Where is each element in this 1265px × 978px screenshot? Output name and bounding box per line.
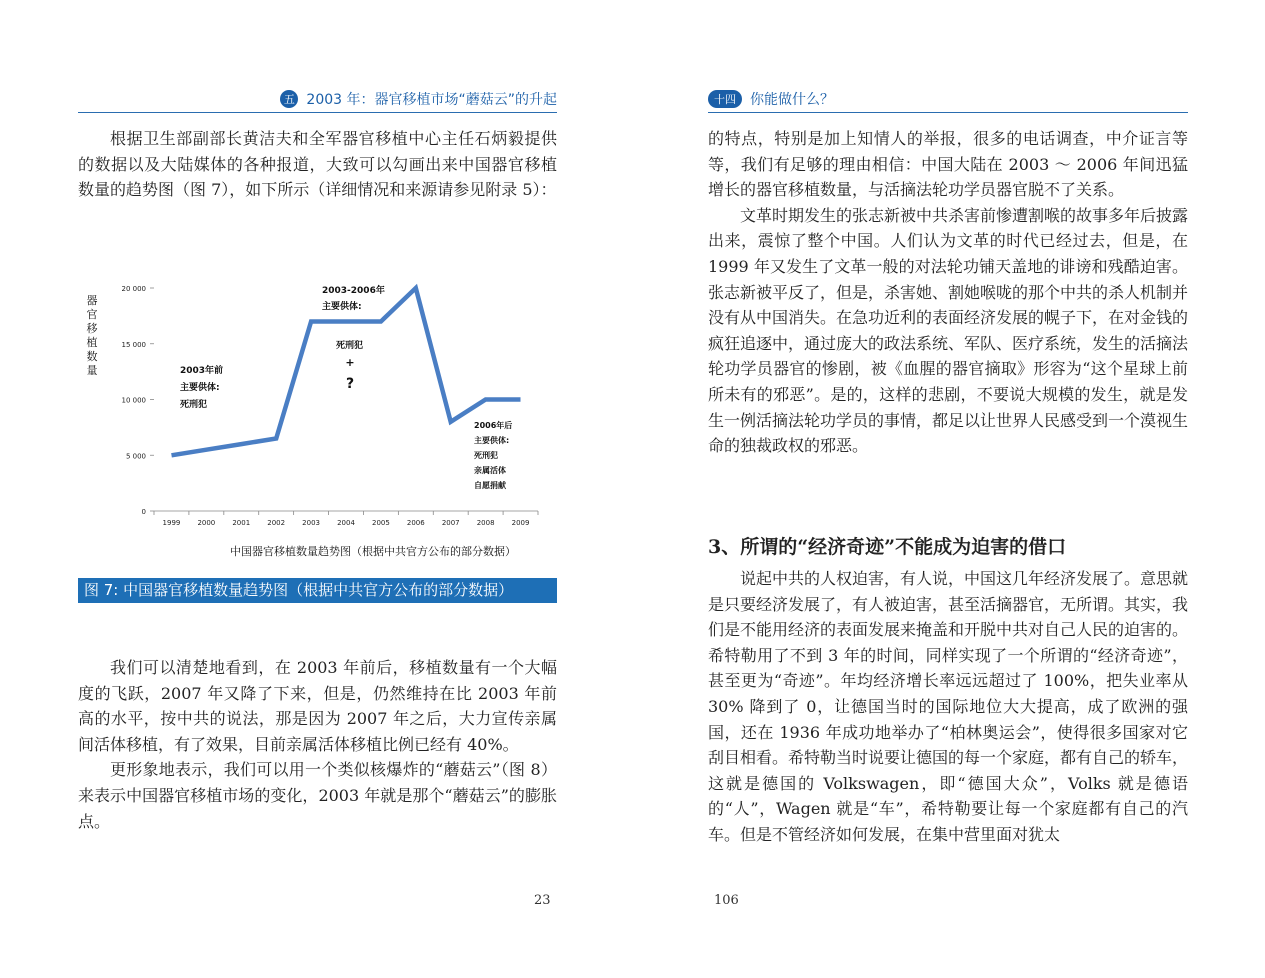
x-tick-label: 2008 bbox=[476, 519, 495, 527]
intro-paragraph-block bbox=[78, 126, 557, 203]
header-title: 2003 年：器官移植市场“蘑菇云”的升起 bbox=[306, 92, 557, 108]
right-running-header bbox=[708, 86, 1188, 113]
section-body bbox=[708, 566, 1188, 848]
y-tick-label: 0 bbox=[141, 508, 146, 516]
x-tick-label: 2009 bbox=[511, 519, 530, 527]
paragraph: 说起中共的人权迫害，有人说，中国这几年经济发展了。意思就是只要经济发展了，有人被迫害，甚至活摘器官，无所谓。其实，我们是不能用经济的表面发展来掩盖和开脱中共对自己人民的迫害的。希特勒用了不到 3 年的时间，同样实现了一个所谓的“经济奇迹”，甚至更为“奇迹”。年均经济增长率远远超过了 100%，把失业率从 30% 降到了 0，让德国当时的国际地位大大提高，成了欧洲的强国，还在 1936 年成功地举办了“柏林奥运会”，使得很多国家对它刮目相看。希特勒当时说要让德国的每一个家庭，都有自己的轿车，这就是德国的 Volkswagen，即“德国大众”，Volks 就是德语的“人”，Wagen 就是“车”，希特勒要让每一个家庭都有自己的汽车。但是不管经济如何发展，在集中营里面对犹太 bbox=[708, 569, 1189, 844]
paragraph: 的特点，特别是加上知情人的举报，很多的电话调查，中介证言等等，我们有足够的理由相信：中国大陆在 2003 ～ 2006 年间迅猛增长的器官移植数量，与活摘法轮功学员器官脱不了关系。 bbox=[708, 129, 1188, 200]
left-body-paragraphs bbox=[78, 655, 557, 834]
annotation-post2006: 主要供体: bbox=[474, 436, 510, 445]
organ-transplant-trend-chart bbox=[78, 276, 557, 576]
annotation-2003-2006: 2003-2006年 bbox=[322, 286, 385, 296]
annotation-pre2003: 主要供体: bbox=[180, 383, 220, 393]
x-tick-label: 2006 bbox=[406, 519, 425, 527]
y-tick-label: 15 000 bbox=[121, 340, 146, 349]
annotation-2003-2006: 主要供体: bbox=[322, 302, 362, 312]
series-line bbox=[172, 288, 521, 455]
annotation-post2006: 亲属活体 bbox=[474, 466, 506, 475]
intro-paragraph: 根据卫生部副部长黄洁夫和全军器官移植中心主任石炳毅提供的数据以及大陆媒体的各种报道，大致可以勾画出来中国器官移植数量的趋势图（图 7），如下所示（详细情况和来源请参见附录 5）： bbox=[78, 129, 557, 200]
y-axis bbox=[122, 285, 155, 516]
page-number: 23 bbox=[534, 893, 551, 908]
y-label-char: 量 bbox=[86, 364, 98, 377]
y-label-char: 植 bbox=[86, 336, 98, 349]
chapter-mark: 十四 bbox=[708, 90, 742, 108]
x-tick-label: 2003 bbox=[302, 519, 321, 527]
x-tick-label: 2002 bbox=[267, 519, 286, 527]
x-axis bbox=[154, 511, 538, 527]
annotation-post2006: 自愿捐献 bbox=[474, 481, 506, 490]
x-tick-label: 2000 bbox=[197, 519, 216, 527]
annotation-middle: 死刑犯 bbox=[336, 341, 364, 351]
series-line-group bbox=[172, 288, 521, 455]
left-running-header bbox=[78, 86, 557, 113]
paragraph: 更形象地表示，我们可以用一个类似核爆炸的“蘑菇云”（图 8）来表示中国器官移植市场的变化，2003 年就是那个“蘑菇云”的膨胀点。 bbox=[78, 760, 557, 831]
annotation-post2006: 死刑犯 bbox=[474, 451, 498, 460]
x-tick-label: 2005 bbox=[371, 519, 390, 527]
y-axis-label bbox=[87, 294, 98, 377]
annotation-pre2003: 2003年前 bbox=[180, 366, 224, 376]
header-title: 你能做什么？ bbox=[750, 92, 834, 108]
y-tick-label: 10 000 bbox=[121, 396, 146, 405]
chart-annotations bbox=[180, 284, 512, 490]
x-tick-label: 1999 bbox=[162, 519, 181, 527]
paragraph: 文革时期发生的张志新被中共杀害前惨遭割喉的故事多年后披露出来，震惊了整个中国。人们认为文革的时代已经过去，但是，在 1999 年又发生了文革一般的对法轮功铺天盖地的诽谤和残酷迫害。张志新被平反了，但是，杀害她、割她喉咙的那个中共的杀人机制并没有从中国消失。在急功近利的表面经济发展的幌子下，在对金钱的疯狂追逐中，通过庞大的政法系统、军队、医疗系统，发生的活摘法轮功学员器官的惨剧，被《血腥的器官摘取》形容为“这个星球上前所未有的邪恶”。是的，这样的悲剧，不要说大规模的发生，就是发生一例活摘法轮功学员的事情，都足以让世界人民感受到一个漠视生命的独裁政权的邪恶。 bbox=[708, 205, 1189, 456]
chart-title: 中国器官移植数量趋势图（根据中共官方公布的部分数据） bbox=[230, 545, 516, 558]
section-title: 3、所谓的“经济奇迹”不能成为迫害的借口 bbox=[708, 536, 1067, 558]
y-label-char: 数 bbox=[86, 350, 98, 363]
page-number: 106 bbox=[714, 893, 739, 908]
y-label-char: 器 bbox=[86, 294, 98, 307]
y-tick-label: 20 000 bbox=[121, 285, 146, 293]
y-label-char: 移 bbox=[86, 322, 98, 335]
annotation-middle: + bbox=[345, 356, 355, 369]
left-page bbox=[0, 0, 632, 978]
x-tick-label: 2001 bbox=[232, 519, 251, 527]
right-body-paragraphs bbox=[708, 126, 1188, 459]
annotation-post2006: 2006年后 bbox=[474, 421, 513, 430]
y-label-char: 官 bbox=[86, 308, 98, 321]
chapter-mark: 五 bbox=[280, 90, 298, 108]
annotation-middle: ? bbox=[345, 376, 355, 392]
right-page bbox=[632, 0, 1265, 978]
x-tick-label: 2004 bbox=[337, 519, 355, 527]
y-tick-label: 5 000 bbox=[125, 452, 146, 461]
x-tick-label: 2007 bbox=[441, 519, 460, 527]
paragraph: 我们可以清楚地看到，在 2003 年前后，移植数量有一个大幅度的飞跃，2007 年又降了下来，但是，仍然维持在比 2003 年前高的水平，按中共的说法，那是因为 2007 年之后，大力宣传亲属间活体移植，有了效果，目前亲属活体移植比例已经有 40%。 bbox=[78, 658, 557, 754]
figure-caption: 图 7: 中国器官移植数量趋势图（根据中共官方公布的部分数据） bbox=[78, 578, 557, 603]
annotation-pre2003: 死刑犯 bbox=[180, 400, 208, 410]
